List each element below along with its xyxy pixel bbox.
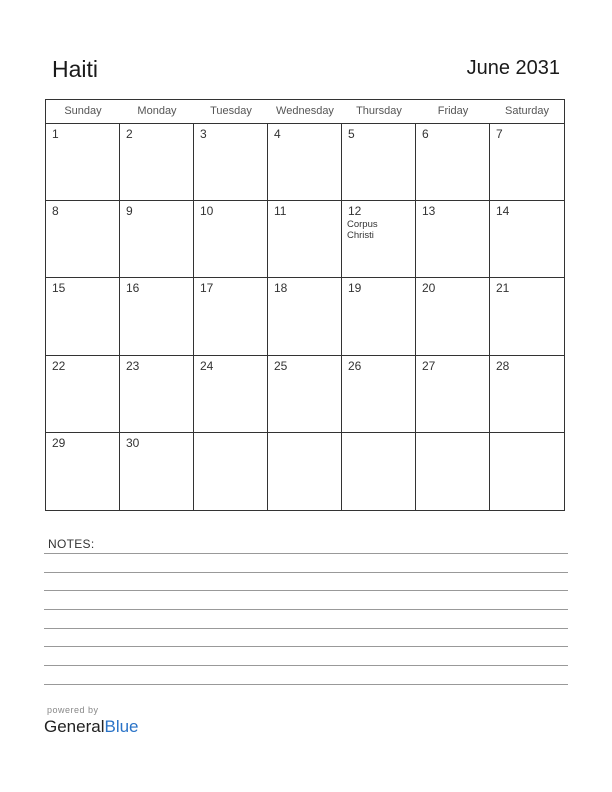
day-number: 3	[200, 127, 207, 141]
day-cell	[120, 278, 194, 355]
note-line	[44, 590, 568, 591]
day-cell	[416, 356, 490, 433]
day-number: 22	[52, 358, 66, 373]
weekday-header-monday: Monday	[120, 100, 194, 124]
day-cell	[194, 356, 268, 433]
day-number: 20	[422, 281, 436, 296]
month-title: June 2031	[466, 57, 560, 79]
day-number: 7	[496, 127, 503, 141]
day-cell	[46, 356, 120, 433]
brand-blue: Blue	[104, 717, 139, 736]
day-cell	[268, 201, 342, 278]
day-cell	[342, 201, 416, 278]
day-number: 14	[496, 204, 510, 219]
day-cell-empty	[194, 433, 268, 510]
day-number: 1	[52, 127, 59, 141]
day-cell-empty	[342, 433, 416, 510]
day-number: 28	[496, 358, 510, 373]
holiday-label: Corpus Christi	[347, 219, 378, 242]
day-number: 12	[348, 204, 362, 219]
day-cell	[416, 124, 490, 201]
day-number: 17	[200, 281, 214, 296]
note-line	[44, 684, 568, 685]
note-line	[44, 628, 568, 629]
day-cell	[46, 201, 120, 278]
generalblue-logo[interactable]	[44, 717, 139, 737]
day-cell	[120, 433, 194, 510]
day-cell	[120, 356, 194, 433]
day-cell-empty	[490, 433, 564, 510]
powered-by-text: powered by	[47, 705, 99, 715]
day-number: 4	[274, 127, 281, 141]
day-cell	[46, 278, 120, 355]
weekday-header-thursday: Thursday	[342, 100, 416, 124]
day-cell	[342, 278, 416, 355]
day-number: 19	[348, 281, 362, 296]
brand-general: General	[44, 717, 105, 736]
day-number: 21	[496, 281, 510, 296]
day-cell	[194, 278, 268, 355]
day-number: 5	[348, 127, 355, 141]
weekday-header-sunday: Sunday	[46, 100, 120, 124]
day-cell	[46, 124, 120, 201]
day-number: 6	[422, 127, 429, 141]
day-number: 8	[52, 204, 59, 219]
day-number: 15	[52, 281, 66, 296]
day-number: 13	[422, 204, 436, 219]
weekday-header-tuesday: Tuesday	[194, 100, 268, 124]
day-number: 9	[126, 204, 133, 219]
day-number: 30	[126, 435, 140, 450]
notes-label: NOTES:	[48, 537, 95, 551]
day-cell	[490, 278, 564, 355]
day-cell	[268, 356, 342, 433]
day-cell	[194, 124, 268, 201]
day-number: 26	[348, 358, 362, 373]
day-cell-empty	[416, 433, 490, 510]
day-cell	[490, 356, 564, 433]
day-number: 18	[274, 281, 288, 296]
day-cell	[416, 201, 490, 278]
note-line	[44, 553, 568, 554]
day-number: 29	[52, 435, 66, 450]
day-cell	[268, 278, 342, 355]
note-line	[44, 646, 568, 647]
day-cell	[120, 201, 194, 278]
calendar-grid	[45, 99, 565, 511]
day-number: 24	[200, 358, 214, 373]
note-line	[44, 609, 568, 610]
day-number: 2	[126, 127, 133, 141]
day-cell	[490, 124, 564, 201]
note-line	[44, 665, 568, 666]
country-title: Haiti	[52, 56, 99, 82]
day-cell	[46, 433, 120, 510]
day-cell	[342, 356, 416, 433]
day-number: 11	[274, 204, 287, 219]
day-cell	[342, 124, 416, 201]
weekday-header-saturday: Saturday	[490, 100, 564, 124]
day-cell	[194, 201, 268, 278]
day-number: 27	[422, 358, 436, 373]
weekday-header-wednesday: Wednesday	[268, 100, 342, 124]
day-cell	[268, 124, 342, 201]
day-number: 16	[126, 281, 140, 296]
day-cell	[416, 278, 490, 355]
day-number: 10	[200, 204, 214, 219]
day-cell	[120, 124, 194, 201]
day-cell-empty	[268, 433, 342, 510]
note-line	[44, 572, 568, 573]
day-cell	[490, 201, 564, 278]
day-number: 25	[274, 358, 288, 373]
day-number: 23	[126, 358, 140, 373]
weekday-header-friday: Friday	[416, 100, 490, 124]
